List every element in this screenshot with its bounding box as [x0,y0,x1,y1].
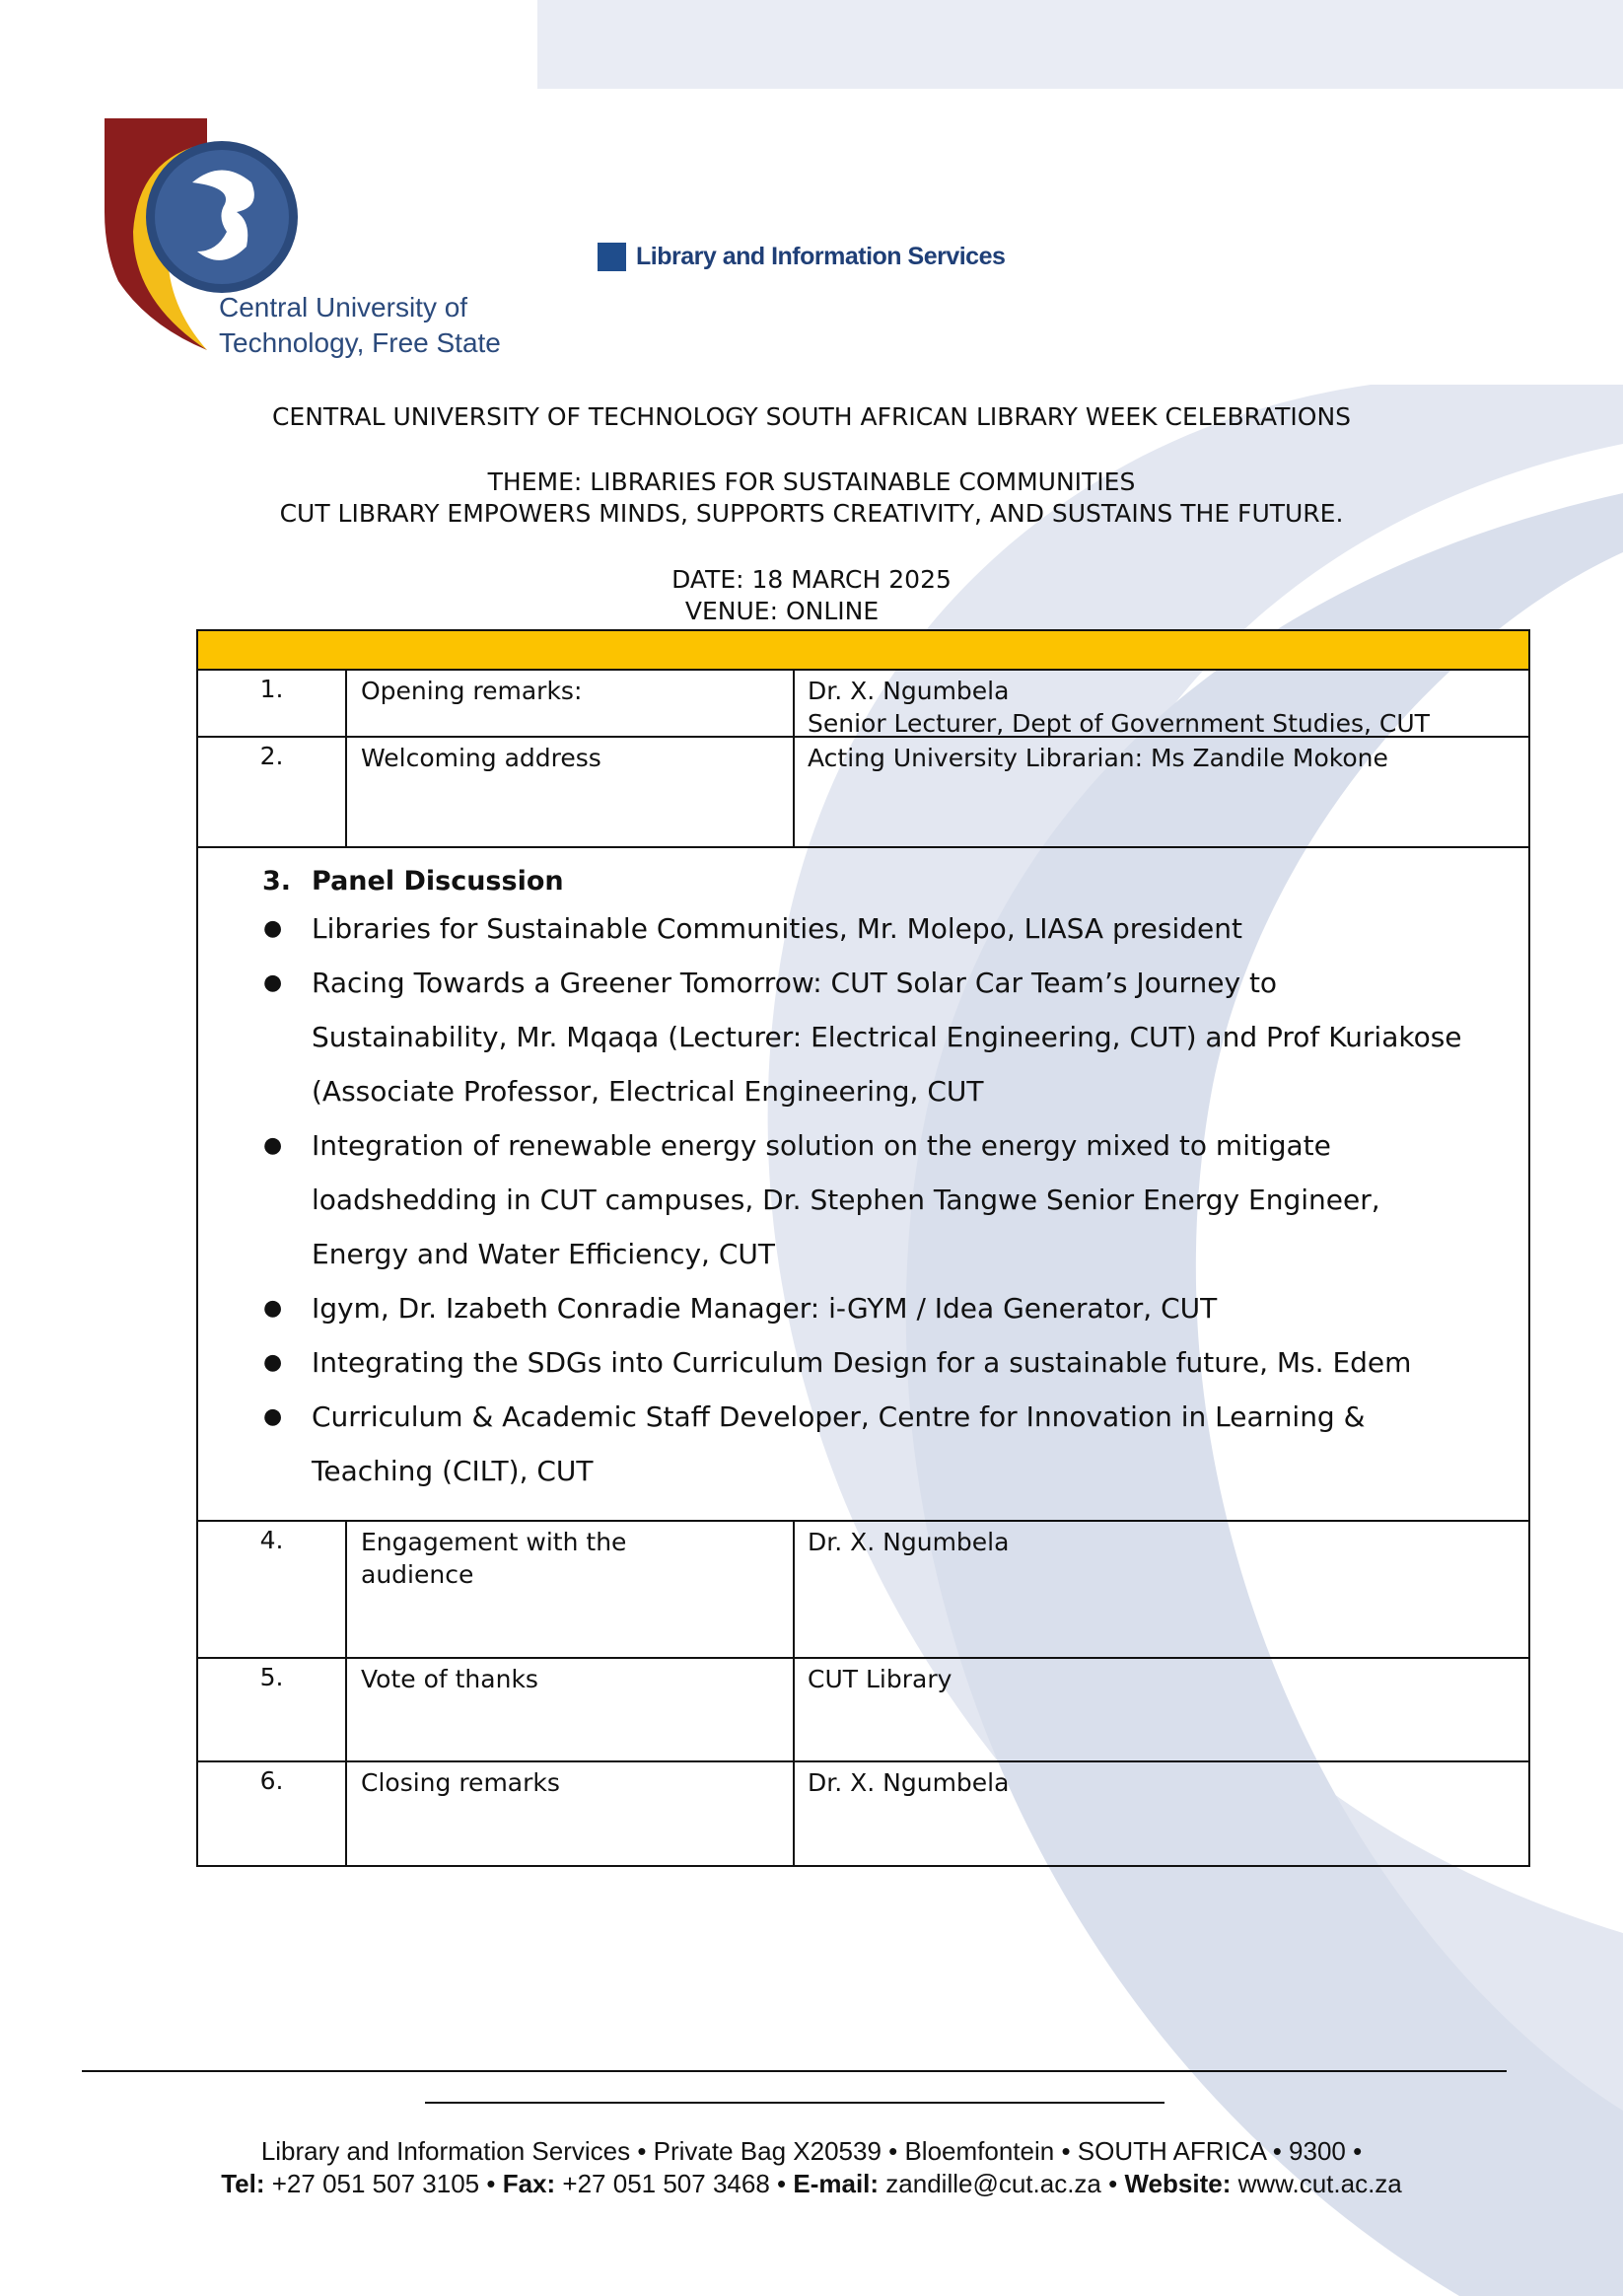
panel-number: 3. [262,866,292,897]
bullet-icon: ● [263,1404,283,1429]
list-item-text: Curriculum & Academic Staff Developer, Centre for Innovation in Learning & [312,1400,1366,1433]
row-speaker: Dr. X. Ngumbela [808,1528,1010,1556]
speaker-name: Dr. X. Ngumbela [808,677,1010,705]
tagline: CUT LIBRARY EMPOWERS MINDS, SUPPORTS CREATIVITY, AND SUSTAINS THE FUTURE. [279,499,1344,528]
row-item: Closing remarks [347,1762,795,1865]
bullet-icon: ● [263,916,283,941]
footer-contacts [0,2169,1623,2199]
panel-title-text: Panel Discussion [312,866,564,897]
row-item: Vote of thanks [347,1659,795,1760]
agenda-row [198,1760,1528,1865]
logo-name-line1: Central University of [219,292,468,323]
list-item-text: (Associate Professor, Electrical Engineering, CUT [312,1075,984,1108]
logo-name-line2: Technology, Free State [219,327,501,358]
square-icon [598,243,626,271]
list-item-text: Racing Towards a Greener Tomorrow: CUT Solar Car Team’s Journey to [312,967,1278,999]
list-item-text: Energy and Water Efficiency, CUT [312,1238,775,1270]
row-item-line: Engagement with the [361,1528,627,1556]
website-link[interactable]: www.cut.ac.za [1237,2169,1402,2198]
footer-divider-short [425,2102,1164,2104]
bullet-icon: ● [263,1133,283,1158]
row-number: 1. [198,671,347,736]
list-item [198,1390,1518,1498]
list-item [198,1281,1518,1335]
event-venue: VENUE: ONLINE [684,597,880,625]
bullet-icon: ● [263,970,283,995]
separator: • [777,2169,787,2198]
list-item-text: Sustainability, Mr. Mqaqa (Lecturer: Electrical Engineering, CUT) and Prof Kuriakose [312,1021,1462,1053]
event-date: DATE: 18 MARCH 2025 [671,565,952,594]
fax-value: +27 051 507 3468 [562,2169,770,2198]
row-speaker: Acting University Librarian: Ms Zandile Mokone [808,744,1388,772]
agenda-header-bar [198,631,1528,671]
speaker-role: Senior Lecturer, Dept of Government Studies, CUT [808,709,1430,738]
list-item-text: Libraries for Sustainable Communities, Mr. Molepo, LIASA president [312,912,1242,945]
row-number: 5. [198,1659,347,1760]
tel-label: Tel: [221,2169,265,2198]
list-item [198,901,1518,956]
logo-wordmark [219,290,501,361]
panel-title [262,862,1518,901]
email-link[interactable]: zandille@cut.ac.za [885,2169,1101,2198]
panel-list [198,901,1518,1498]
row-speaker [795,671,1528,736]
list-item [198,1335,1518,1390]
list-item-text: Teaching (CILT), CUT [312,1455,594,1487]
row-item: Opening remarks: [347,671,795,736]
agenda-table [196,629,1530,1867]
email-label: E-mail: [793,2169,880,2198]
list-item [198,1118,1518,1281]
bullet-icon: ● [263,1296,283,1321]
list-item-text: Integration of renewable energy solution on the energy mixed to mitigate [312,1129,1331,1162]
department-header [598,243,1005,271]
agenda-row [198,736,1528,846]
row-number: 6. [198,1762,347,1865]
document-title: CENTRAL UNIVERSITY OF TECHNOLOGY SOUTH AFRICAN LIBRARY WEEK CELEBRATIONS [271,402,1352,431]
list-item-text: Igym, Dr. Izabeth Conradie Manager: i-GYM / Idea Generator, CUT [312,1292,1218,1325]
panel-discussion-section [198,846,1528,1522]
separator: • [486,2169,496,2198]
row-item-line: audience [361,1560,474,1589]
separator: • [1108,2169,1118,2198]
row-item [347,1522,795,1657]
fax-label: Fax: [502,2169,556,2198]
row-item: Welcoming address [347,738,795,846]
row-number: 2. [198,738,347,846]
list-item-text: Integrating the SDGs into Curriculum Design for a sustainable future, Ms. Edem [312,1346,1412,1379]
agenda-row [198,1522,1528,1657]
bullet-icon: ● [263,1350,283,1375]
row-number: 4. [198,1522,347,1657]
list-item-text: loadshedding in CUT campuses, Dr. Stephen Tangwe Senior Energy Engineer, [312,1184,1380,1216]
row-speaker: Dr. X. Ngumbela [808,1768,1010,1797]
list-item [198,956,1518,1118]
theme-line: THEME: LIBRARIES FOR SUSTAINABLE COMMUNITIES [487,467,1136,496]
agenda-row [198,1657,1528,1760]
department-label: Library and Information Services [636,243,1006,270]
footer-divider [82,2070,1507,2072]
tel-value: +27 051 507 3105 [271,2169,480,2198]
website-label: Website: [1124,2169,1232,2198]
footer-address: Library and Information Services • Private Bag X20539 • Bloemfontein • SOUTH AFRICA • 9300 • [260,2136,1363,2166]
agenda-row [198,671,1528,736]
row-speaker: CUT Library [808,1665,953,1693]
